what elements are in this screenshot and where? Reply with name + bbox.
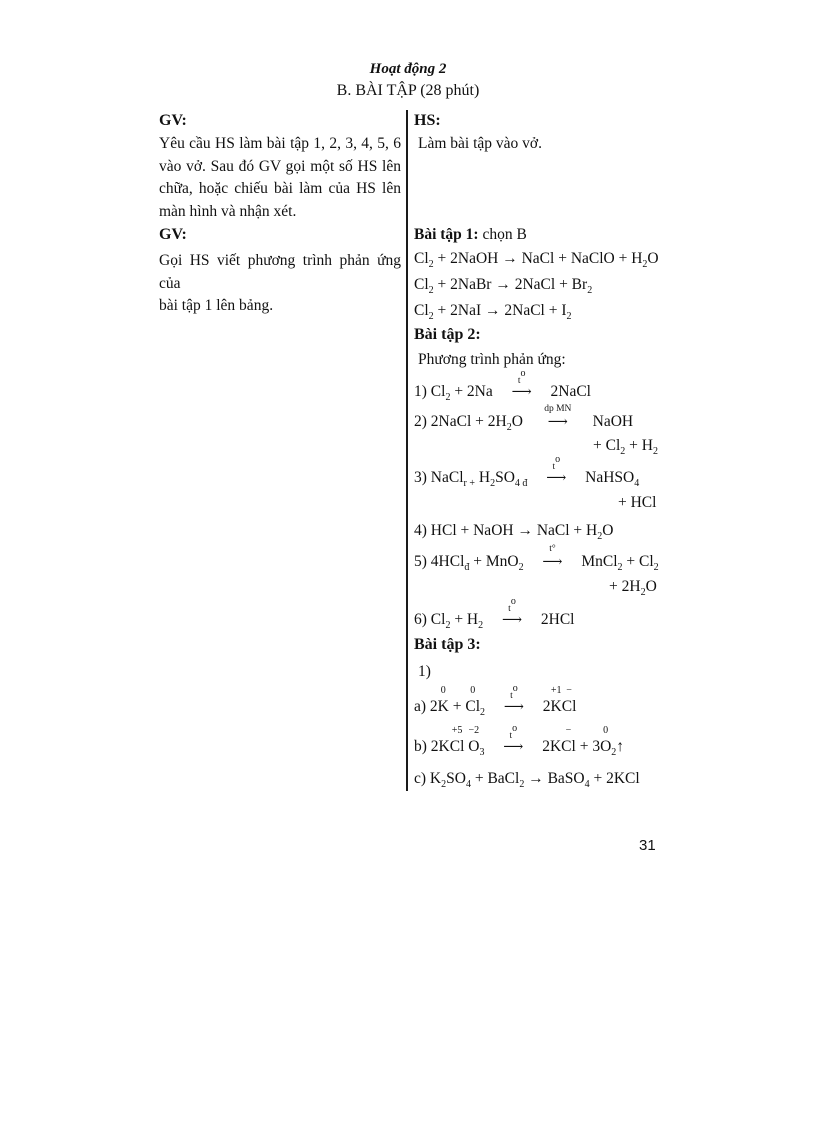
equation: $Cl_2$ + 2NaBr → 2NaCl + $Br_2$: [414, 276, 593, 296]
equation: $Cl_2 + 2NaI$ → 2NaCl + $I_2$: [414, 302, 572, 322]
equation: 2) 2NaCl + $2H_2O$ dp MN ⟶ NaOH: [414, 404, 634, 433]
exercise-1-label: Bài tập 1:: [414, 226, 479, 243]
equation: 1) $Cl_2 + 2Na$ $t^o$ ⟶ 2NaCl: [414, 368, 591, 403]
gv1-line: màn hình và nhận xét.: [159, 202, 297, 220]
equation: 6) $Cl_2 + H_2$ $t^o$ ⟶ 2HCl: [414, 596, 575, 631]
equation-continuation: + $2H_2O$: [609, 578, 657, 598]
exercise-3-part: 1): [418, 663, 431, 680]
page-number: 31: [639, 837, 656, 854]
equation: 3) NaCl$_{r +}$ $H_2SO_{4 đ}$ $t^o$ ⟶ NaHSO$_4$: [414, 454, 640, 489]
exercise-3-label: Bài tập 3:: [414, 636, 481, 653]
condition-dpmn: dp MN: [544, 404, 572, 414]
column-divider: [406, 110, 408, 791]
gv1-line: Yêu cầu HS làm bài tập 1, 2, 3, 4, 5, 6: [159, 135, 401, 152]
equation-continuation: + $Cl_2 + H_2$: [593, 437, 658, 457]
exercise-1-answer: chọn B: [482, 226, 527, 243]
exercise-2-label: Bài tập 2:: [414, 326, 481, 343]
activity-title: Hoạt động 2: [369, 61, 447, 77]
gv-instruction-2: [159, 250, 401, 318]
section-subtitle: B. BÀI TẬP (28 phút): [336, 82, 480, 99]
equation: c) $K_2SO_4$ + BaCl$_2$ → BaSO$_4$ + 2KCl: [414, 770, 640, 790]
gv1-line: chữa, hoặc chiếu bài làm của HS lên: [159, 180, 401, 197]
equation-continuation: + HCl: [618, 494, 657, 511]
gv2-line: bài tập 1 lên bảng.: [159, 297, 274, 314]
gv2-line: Gọi HS viết phương trình phản ứng của: [159, 252, 401, 292]
equation: a) 2K 0 + Cl 0 $_2$ $t^o$ ⟶ 2K +1 Cl −: [414, 683, 577, 718]
equation: b) 2KCl +5 O −2 $_3$ $t^o$ ⟶ 2KCl − + 3O 0 $_2$↑: [414, 723, 625, 758]
equation: 4) HCl + NaOH → NaCl + $H_2O$: [414, 522, 614, 542]
gv1-line: vào vở. Sau đó GV gọi một số HS lên: [159, 157, 401, 175]
equation: $Cl_2$ + 2NaOH → NaCl + NaClO + $H_2O$: [414, 250, 659, 270]
gv-label-2: GV:: [159, 226, 187, 243]
exercise-1-heading: [414, 226, 527, 244]
condition-temperature: t°: [549, 544, 556, 554]
hs-answer: Làm bài tập vào vở.: [418, 135, 542, 152]
gv-instruction-1: [159, 133, 401, 223]
equation: 5) 4HCl$_đ$ + MnO$_2$ t° ⟶ MnCl$_2$ + $Cl_2$: [414, 544, 659, 573]
gv-label-1: GV:: [159, 112, 187, 129]
exercise-2-intro: Phương trình phản ứng:: [418, 351, 566, 368]
hs-label: HS:: [414, 112, 441, 129]
